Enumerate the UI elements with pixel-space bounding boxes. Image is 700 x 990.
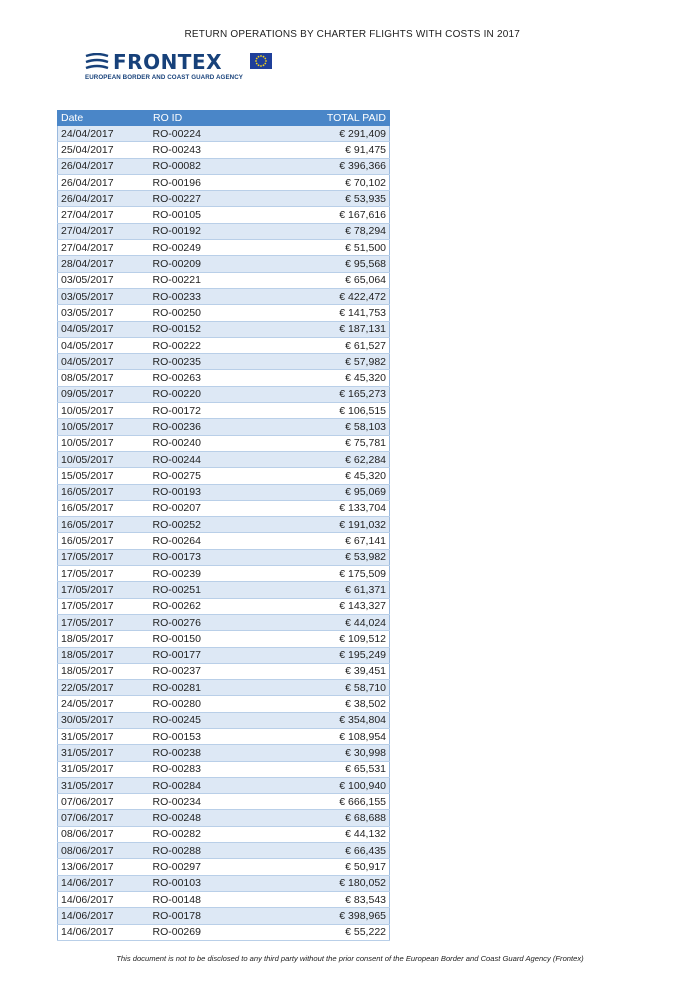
- cell-date: 13/06/2017: [58, 859, 150, 875]
- cell-total-paid: € 141,753: [240, 305, 390, 321]
- cell-total-paid: € 180,052: [240, 875, 390, 891]
- table-row: [58, 517, 390, 533]
- header-ro-id: RO ID: [150, 111, 240, 126]
- cell-total-paid: € 57,982: [240, 354, 390, 370]
- header-date: Date: [58, 111, 150, 126]
- cell-date: 26/04/2017: [58, 174, 150, 190]
- cell-ro-id: RO-00192: [150, 223, 240, 239]
- cell-ro-id: RO-00152: [150, 321, 240, 337]
- cell-date: 07/06/2017: [58, 810, 150, 826]
- cell-date: 15/05/2017: [58, 468, 150, 484]
- cell-total-paid: € 65,531: [240, 761, 390, 777]
- cell-date: 31/05/2017: [58, 745, 150, 761]
- table-row: [58, 174, 390, 190]
- cell-total-paid: € 70,102: [240, 174, 390, 190]
- table-row: [58, 924, 390, 940]
- cell-total-paid: € 187,131: [240, 321, 390, 337]
- table-row: [58, 582, 390, 598]
- table-row: [58, 240, 390, 256]
- cell-date: 16/05/2017: [58, 533, 150, 549]
- cell-total-paid: € 39,451: [240, 663, 390, 679]
- cell-total-paid: € 50,917: [240, 859, 390, 875]
- cell-ro-id: RO-00240: [150, 435, 240, 451]
- table-row: [58, 451, 390, 467]
- cell-total-paid: € 143,327: [240, 598, 390, 614]
- table-row: [58, 663, 390, 679]
- cell-date: 08/05/2017: [58, 370, 150, 386]
- cell-date: 04/05/2017: [58, 354, 150, 370]
- table-row: [58, 370, 390, 386]
- cell-date: 27/04/2017: [58, 223, 150, 239]
- cell-date: 10/05/2017: [58, 435, 150, 451]
- logo-subtitle: EUROPEAN BORDER AND COAST GUARD AGENCY: [85, 74, 244, 81]
- cell-total-paid: € 65,064: [240, 272, 390, 288]
- cell-ro-id: RO-00173: [150, 549, 240, 565]
- cell-total-paid: € 109,512: [240, 631, 390, 647]
- table-row: [58, 826, 390, 842]
- cell-ro-id: RO-00264: [150, 533, 240, 549]
- logo-name: FRONTEX: [113, 50, 223, 74]
- cell-date: 16/05/2017: [58, 484, 150, 500]
- cell-total-paid: € 108,954: [240, 728, 390, 744]
- cell-date: 07/06/2017: [58, 794, 150, 810]
- cell-total-paid: € 175,509: [240, 566, 390, 582]
- cell-ro-id: RO-00105: [150, 207, 240, 223]
- cell-ro-id: RO-00227: [150, 191, 240, 207]
- cell-date: 04/05/2017: [58, 321, 150, 337]
- cell-date: 30/05/2017: [58, 712, 150, 728]
- cell-total-paid: € 291,409: [240, 126, 390, 142]
- cell-date: 17/05/2017: [58, 582, 150, 598]
- eu-flag-icon: [250, 53, 272, 69]
- table-row: [58, 321, 390, 337]
- table-row: [58, 337, 390, 353]
- cell-date: 18/05/2017: [58, 631, 150, 647]
- cell-total-paid: € 67,141: [240, 533, 390, 549]
- cell-date: 27/04/2017: [58, 240, 150, 256]
- table-row: [58, 305, 390, 321]
- cell-ro-id: RO-00221: [150, 272, 240, 288]
- cell-ro-id: RO-00245: [150, 712, 240, 728]
- table-row: [58, 680, 390, 696]
- cell-ro-id: RO-00263: [150, 370, 240, 386]
- cell-total-paid: € 58,710: [240, 680, 390, 696]
- cell-date: 14/06/2017: [58, 924, 150, 940]
- confidentiality-footer: This document is not to be disclosed to any third party without the prior consent of the European Border and Coast Guard Agency (Frontex): [116, 954, 584, 963]
- cell-ro-id: RO-00235: [150, 354, 240, 370]
- cell-total-paid: € 55,222: [240, 924, 390, 940]
- cell-ro-id: RO-00297: [150, 859, 240, 875]
- cell-total-paid: € 53,982: [240, 549, 390, 565]
- cell-total-paid: € 422,472: [240, 288, 390, 304]
- table-row: [58, 126, 390, 142]
- cell-date: 14/06/2017: [58, 908, 150, 924]
- cell-date: 24/04/2017: [58, 126, 150, 142]
- cell-ro-id: RO-00288: [150, 843, 240, 859]
- cell-date: 25/04/2017: [58, 142, 150, 158]
- table-row: [58, 191, 390, 207]
- return-operations-table: [57, 110, 390, 941]
- cell-date: 03/05/2017: [58, 305, 150, 321]
- cell-total-paid: € 68,688: [240, 810, 390, 826]
- cell-date: 04/05/2017: [58, 337, 150, 353]
- table-row: [58, 647, 390, 663]
- table-row: [58, 386, 390, 402]
- cell-total-paid: € 38,502: [240, 696, 390, 712]
- table-row: [58, 500, 390, 516]
- cell-date: 18/05/2017: [58, 647, 150, 663]
- cell-ro-id: RO-00224: [150, 126, 240, 142]
- cell-date: 26/04/2017: [58, 191, 150, 207]
- table-row: [58, 403, 390, 419]
- cell-total-paid: € 45,320: [240, 370, 390, 386]
- table-row: [58, 875, 390, 891]
- cell-date: 10/05/2017: [58, 451, 150, 467]
- cell-ro-id: RO-00243: [150, 142, 240, 158]
- table-row: [58, 435, 390, 451]
- cell-ro-id: RO-00282: [150, 826, 240, 842]
- table-row: [58, 207, 390, 223]
- cell-ro-id: RO-00249: [150, 240, 240, 256]
- cell-total-paid: € 396,366: [240, 158, 390, 174]
- cell-total-paid: € 100,940: [240, 777, 390, 793]
- cell-total-paid: € 45,320: [240, 468, 390, 484]
- table-row: [58, 549, 390, 565]
- cell-date: 17/05/2017: [58, 614, 150, 630]
- cell-date: 14/06/2017: [58, 875, 150, 891]
- cell-total-paid: € 133,704: [240, 500, 390, 516]
- cell-date: 22/05/2017: [58, 680, 150, 696]
- table-row: [58, 761, 390, 777]
- table-header-row: [58, 111, 390, 126]
- cell-ro-id: RO-00238: [150, 745, 240, 761]
- cell-total-paid: € 95,568: [240, 256, 390, 272]
- cell-date: 16/05/2017: [58, 517, 150, 533]
- cell-ro-id: RO-00248: [150, 810, 240, 826]
- cell-ro-id: RO-00281: [150, 680, 240, 696]
- cell-ro-id: RO-00276: [150, 614, 240, 630]
- cell-total-paid: € 167,616: [240, 207, 390, 223]
- cell-total-paid: € 354,804: [240, 712, 390, 728]
- table-row: [58, 484, 390, 500]
- table-row: [58, 288, 390, 304]
- cell-ro-id: RO-00209: [150, 256, 240, 272]
- cell-ro-id: RO-00150: [150, 631, 240, 647]
- cell-total-paid: € 195,249: [240, 647, 390, 663]
- cell-total-paid: € 165,273: [240, 386, 390, 402]
- cell-date: 08/06/2017: [58, 843, 150, 859]
- table-row: [58, 158, 390, 174]
- table-row: [58, 272, 390, 288]
- cell-ro-id: RO-00148: [150, 891, 240, 907]
- cell-date: 09/05/2017: [58, 386, 150, 402]
- cell-ro-id: RO-00153: [150, 728, 240, 744]
- cell-date: 03/05/2017: [58, 272, 150, 288]
- table-row: [58, 859, 390, 875]
- cell-ro-id: RO-00284: [150, 777, 240, 793]
- cell-date: 08/06/2017: [58, 826, 150, 842]
- cell-total-paid: € 83,543: [240, 891, 390, 907]
- cell-ro-id: RO-00269: [150, 924, 240, 940]
- frontex-logo: [84, 52, 284, 86]
- cell-ro-id: RO-00193: [150, 484, 240, 500]
- cell-date: 16/05/2017: [58, 500, 150, 516]
- cell-ro-id: RO-00283: [150, 761, 240, 777]
- document-title: RETURN OPERATIONS BY CHARTER FLIGHTS WITH COSTS IN 2017: [184, 29, 520, 40]
- cell-ro-id: RO-00222: [150, 337, 240, 353]
- cell-total-paid: € 398,965: [240, 908, 390, 924]
- cell-total-paid: € 30,998: [240, 745, 390, 761]
- table-row: [58, 256, 390, 272]
- cell-total-paid: € 191,032: [240, 517, 390, 533]
- frontex-wave-icon: [84, 53, 110, 71]
- table-row: [58, 794, 390, 810]
- cell-total-paid: € 58,103: [240, 419, 390, 435]
- cell-ro-id: RO-00178: [150, 908, 240, 924]
- cell-date: 18/05/2017: [58, 663, 150, 679]
- cell-ro-id: RO-00252: [150, 517, 240, 533]
- cell-ro-id: RO-00237: [150, 663, 240, 679]
- table-row: [58, 891, 390, 907]
- cell-ro-id: RO-00177: [150, 647, 240, 663]
- cell-date: 14/06/2017: [58, 891, 150, 907]
- cell-total-paid: € 53,935: [240, 191, 390, 207]
- cell-date: 10/05/2017: [58, 419, 150, 435]
- table-row: [58, 777, 390, 793]
- table-row: [58, 533, 390, 549]
- cell-date: 03/05/2017: [58, 288, 150, 304]
- cell-ro-id: RO-00250: [150, 305, 240, 321]
- table-row: [58, 566, 390, 582]
- cell-total-paid: € 61,371: [240, 582, 390, 598]
- cell-ro-id: RO-00103: [150, 875, 240, 891]
- cell-total-paid: € 91,475: [240, 142, 390, 158]
- cell-date: 26/04/2017: [58, 158, 150, 174]
- cell-date: 24/05/2017: [58, 696, 150, 712]
- cell-date: 31/05/2017: [58, 728, 150, 744]
- cell-date: 17/05/2017: [58, 549, 150, 565]
- cell-total-paid: € 61,527: [240, 337, 390, 353]
- table-row: [58, 223, 390, 239]
- cell-ro-id: RO-00244: [150, 451, 240, 467]
- cell-ro-id: RO-00233: [150, 288, 240, 304]
- cell-total-paid: € 51,500: [240, 240, 390, 256]
- table-row: [58, 468, 390, 484]
- table-row: [58, 631, 390, 647]
- cell-ro-id: RO-00207: [150, 500, 240, 516]
- table-row: [58, 728, 390, 744]
- cell-ro-id: RO-00275: [150, 468, 240, 484]
- cell-ro-id: RO-00262: [150, 598, 240, 614]
- cell-date: 31/05/2017: [58, 761, 150, 777]
- cell-ro-id: RO-00251: [150, 582, 240, 598]
- table-row: [58, 810, 390, 826]
- cell-total-paid: € 78,294: [240, 223, 390, 239]
- cell-ro-id: RO-00234: [150, 794, 240, 810]
- cell-date: 17/05/2017: [58, 598, 150, 614]
- cell-total-paid: € 66,435: [240, 843, 390, 859]
- table-row: [58, 354, 390, 370]
- table-row: [58, 745, 390, 761]
- table-row: [58, 142, 390, 158]
- table-row: [58, 696, 390, 712]
- cell-total-paid: € 44,024: [240, 614, 390, 630]
- cell-ro-id: RO-00239: [150, 566, 240, 582]
- cell-total-paid: € 44,132: [240, 826, 390, 842]
- cell-date: 28/04/2017: [58, 256, 150, 272]
- cell-date: 31/05/2017: [58, 777, 150, 793]
- cell-total-paid: € 62,284: [240, 451, 390, 467]
- cell-ro-id: RO-00172: [150, 403, 240, 419]
- cell-ro-id: RO-00196: [150, 174, 240, 190]
- cell-ro-id: RO-00082: [150, 158, 240, 174]
- cell-ro-id: RO-00220: [150, 386, 240, 402]
- cell-date: 27/04/2017: [58, 207, 150, 223]
- table-row: [58, 908, 390, 924]
- table-row: [58, 843, 390, 859]
- cell-total-paid: € 75,781: [240, 435, 390, 451]
- cell-date: 17/05/2017: [58, 566, 150, 582]
- table-row: [58, 614, 390, 630]
- cell-total-paid: € 106,515: [240, 403, 390, 419]
- table-row: [58, 598, 390, 614]
- cell-total-paid: € 666,155: [240, 794, 390, 810]
- table-row: [58, 419, 390, 435]
- header-total-paid: TOTAL PAID: [240, 111, 390, 126]
- table-row: [58, 712, 390, 728]
- cell-ro-id: RO-00236: [150, 419, 240, 435]
- cell-ro-id: RO-00280: [150, 696, 240, 712]
- cell-total-paid: € 95,069: [240, 484, 390, 500]
- cell-date: 10/05/2017: [58, 403, 150, 419]
